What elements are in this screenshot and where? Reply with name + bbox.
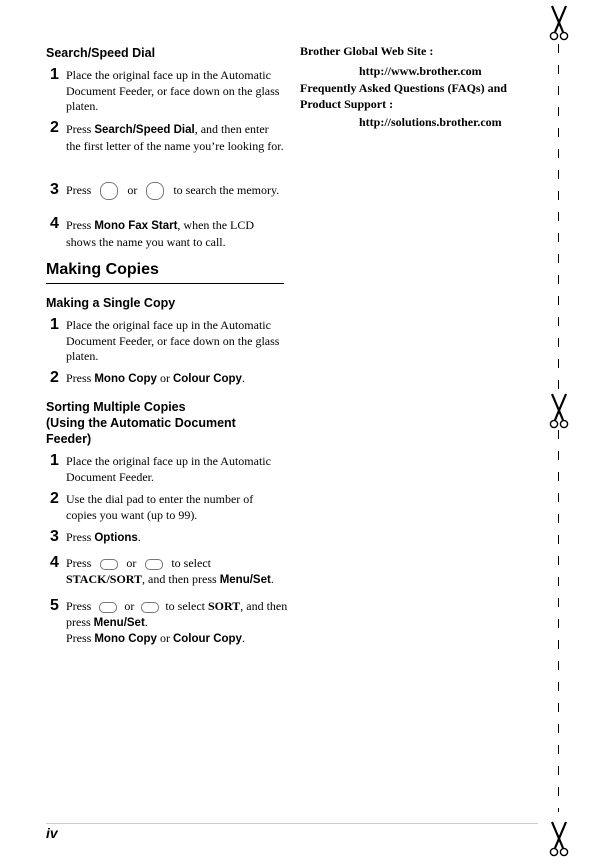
step-text: Press or to select STACK/SORT, and then press Menu/Set. [66, 556, 274, 586]
step-number: 5 [50, 597, 59, 614]
step-number: 1 [50, 452, 59, 469]
step-number: 3 [50, 528, 59, 545]
step-text: Press Mono Fax Start, when the LCD shows the name you want to call. [66, 218, 255, 249]
footer-rule [46, 823, 538, 824]
oval-menu-key-icon [141, 602, 159, 613]
step-text: Use the dial pad to enter the number of copies you want (up to 99). [66, 492, 254, 522]
global-web-site-url[interactable]: http://www.brother.com [359, 64, 482, 78]
step-number: 1 [50, 316, 59, 333]
step-text: Place the original face up in the Automatic Document Feeder. [66, 454, 271, 484]
oval-menu-key-icon [100, 559, 118, 570]
oval-menu-key-icon [145, 559, 163, 570]
sorting-heading: Sorting Multiple Copies (Using the Automatic Document Feeder) [46, 400, 236, 446]
step-number: 4 [50, 554, 59, 571]
faq-label: Frequently Asked Questions (FAQs) and Product Support : [300, 81, 507, 111]
section-divider [46, 283, 284, 284]
scissors-icon [548, 4, 570, 42]
step-text: Press or to search the memory. [66, 182, 296, 200]
step-number: 2 [50, 119, 59, 136]
step-text: Press Mono Copy or Colour Copy. [66, 371, 245, 385]
step-text: Press Search/Speed Dial, and then enter the first letter of the name you’re looking for. [66, 122, 284, 153]
step-number: 3 [50, 181, 59, 198]
global-web-site-label: Brother Global Web Site : [300, 44, 434, 58]
cut-line [558, 430, 559, 812]
search-speed-dial-heading: Search/Speed Dial [46, 46, 156, 60]
step-number: 1 [50, 66, 59, 83]
step-number: 2 [50, 369, 59, 386]
support-url[interactable]: http://solutions.brother.com [359, 115, 502, 129]
left-arrow-key-icon [100, 182, 118, 200]
step-text: Press or to select SORT, and then press Menu/Set. Press Mono Copy or Colour Copy. [66, 599, 288, 645]
single-copy-heading: Making a Single Copy [46, 296, 176, 310]
step-text: Press Options. [66, 530, 141, 544]
right-arrow-key-icon [146, 182, 164, 200]
scissors-icon [548, 820, 570, 858]
step-number: 4 [50, 215, 59, 232]
scissors-icon [548, 392, 570, 430]
oval-menu-key-icon [99, 602, 117, 613]
step-text: Place the original face up in the Automatic Document Feeder, or face down on the glass platen. [66, 318, 280, 363]
page-number: iv [46, 825, 58, 841]
cut-line [558, 44, 559, 394]
step-number: 2 [50, 490, 59, 507]
making-copies-heading: Making Copies [46, 261, 159, 278]
step-text: Place the original face up in the Automatic Document Feeder, or face down on the glass platen. [66, 68, 280, 113]
